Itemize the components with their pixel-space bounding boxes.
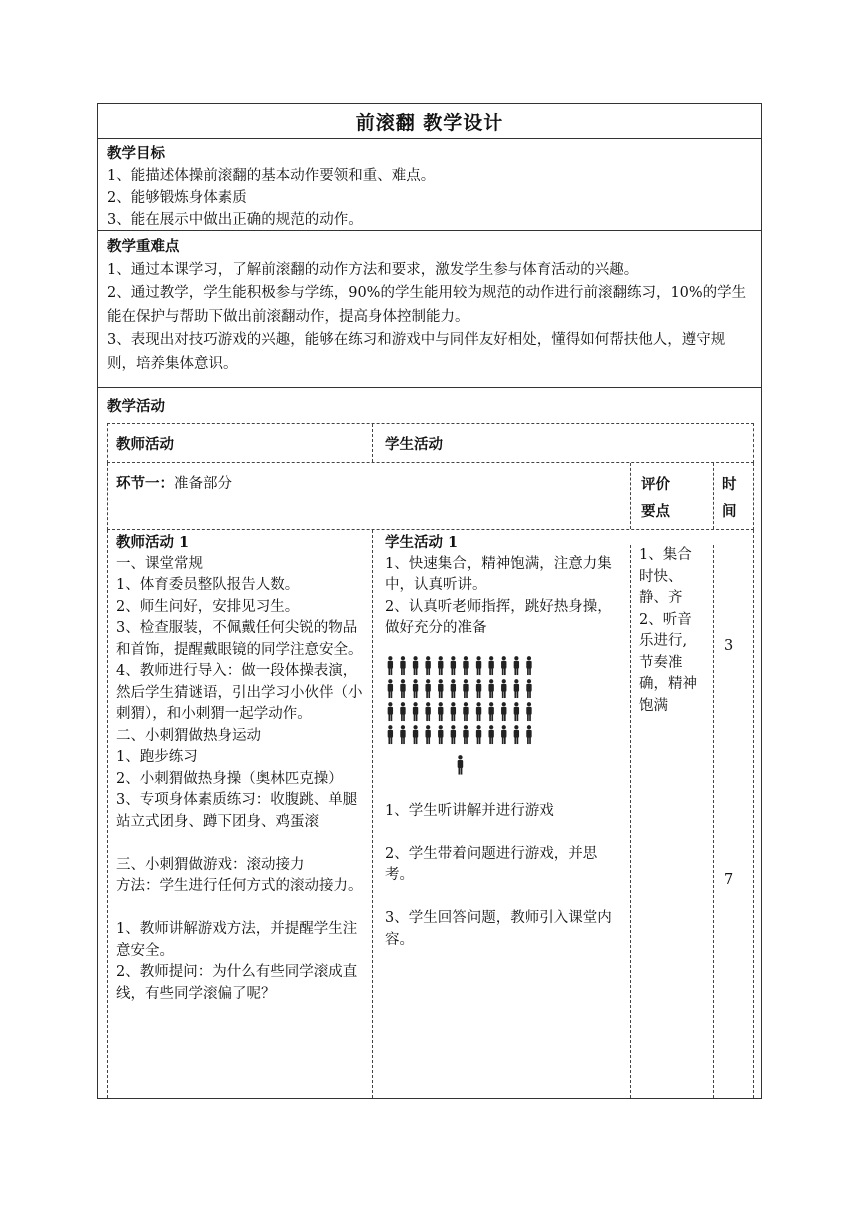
student-figure-icon — [413, 725, 418, 744]
eval-header-line: 要点 — [641, 503, 670, 520]
student-figure-icon — [425, 679, 430, 698]
student-figure-icon — [451, 702, 456, 721]
student-figure-icon — [400, 679, 405, 698]
student-figure-icon — [388, 679, 393, 698]
eval-line: 时快、 — [639, 568, 683, 585]
formation-figures-icon — [385, 652, 545, 787]
teacher-column-header: 教师活动 — [108, 424, 373, 462]
student-figure-icon — [476, 702, 481, 721]
teacher-line: 一、课堂常规 — [116, 555, 203, 572]
student-figure-icon — [413, 702, 418, 721]
teacher-figure-icon — [458, 755, 464, 774]
time-value: 7 — [724, 872, 734, 888]
student-line: 1、学生听讲解并进行游戏 — [385, 802, 554, 819]
student-figure-icon — [438, 679, 443, 698]
stage-label — [116, 473, 232, 495]
student-line: 1、快速集合，精神饱满，注意力集中，认真听讲。 — [385, 555, 612, 593]
objective-item: 2、能够锻炼身体素质 — [107, 190, 247, 206]
key-point-item: 3、表现出对技巧游戏的兴趣，能够在练习和游戏中与同伴友好相处，懂得如何帮扶他人，遵守规则，培养集体意识。 — [107, 332, 726, 372]
eval-line: 饱满 — [639, 697, 668, 714]
formation-diagram — [385, 652, 545, 787]
key-point-item: 2、通过教学，学生能积极参与学练，90%的学生能用较为规范的动作进行前滚翻练习，10%的学生能在保护与帮助下做出前滚翻动作，提高身体控制能力。 — [107, 285, 747, 325]
teacher-line: 二、小刺猬做热身运动 — [116, 727, 261, 744]
student-column-header: 学生活动 — [385, 436, 443, 453]
student-figure-icon — [514, 656, 519, 675]
student-activity-cell — [373, 530, 630, 1098]
student-figure-icon — [514, 702, 519, 721]
student-figure-icon — [451, 679, 456, 698]
student-figure-icon — [438, 656, 443, 675]
eval-line: 1、集合 — [639, 547, 692, 563]
student-figure-icon — [413, 656, 418, 675]
activities-table — [107, 423, 754, 1098]
time-cell — [714, 530, 753, 1098]
activities-heading: 教学活动 — [107, 398, 165, 415]
eval-line: 乐进行, — [639, 633, 688, 649]
student-figure-icon — [476, 725, 481, 744]
student-line: 3、学生回答问题，教师引入课堂内容。 — [385, 910, 612, 948]
student-figure-icon — [463, 725, 468, 744]
eval-header-line: 评价 — [641, 476, 670, 493]
student-figure-icon — [400, 656, 405, 675]
eval-line: 节奏准 — [639, 654, 683, 671]
student-figure-icon — [488, 656, 493, 675]
student-figure-icon — [413, 679, 418, 698]
student-figure-icon — [388, 656, 393, 675]
student-figure-icon — [425, 725, 430, 744]
student-figure-icon — [501, 679, 506, 698]
objectives-heading: 教学目标 — [107, 145, 165, 162]
student-activity-title: 学生活动 1 — [385, 534, 459, 551]
teacher-line: 1、教师讲解游戏方法，并提醒学生注意安全。 — [116, 921, 358, 959]
student-figure-icon — [501, 702, 506, 721]
student-figure-icon — [463, 679, 468, 698]
student-figure-icon — [488, 702, 493, 721]
stage-prefix: 环节一： — [116, 475, 174, 492]
time-value: 3 — [724, 638, 734, 654]
teacher-line: 4、教师进行导入：做一段体操表演，然后学生猜谜语，引出学习小伙伴（小刺猬），和小刺猬一起学动作。 — [116, 663, 363, 722]
student-line: 2、认真听老师指挥，跳好热身操，做好充分的准备 — [385, 598, 612, 636]
teacher-line: 2、教师提问：为什么有些同学滚成直线，有些同学滚偏了呢？ — [116, 964, 358, 1002]
student-figure-icon — [488, 725, 493, 744]
time-header — [714, 463, 753, 537]
student-figure-icon — [514, 679, 519, 698]
student-figure-icon — [463, 656, 468, 675]
eval-header — [630, 463, 714, 529]
student-figure-icon — [526, 702, 531, 721]
student-figure-icon — [501, 656, 506, 675]
key-point-item: 1、通过本课学习，了解前滚翻的动作方法和要求，激发学生参与体育活动的兴趣。 — [107, 261, 639, 278]
student-figure-icon — [425, 702, 430, 721]
student-figure-icon — [526, 656, 531, 675]
student-figure-icon — [438, 725, 443, 744]
student-figure-icon — [488, 679, 493, 698]
student-figure-icon — [501, 725, 506, 744]
student-figure-icon — [451, 725, 456, 744]
student-figure-icon — [514, 725, 519, 744]
student-figure-icon — [476, 656, 481, 675]
student-figure-icon — [463, 702, 468, 721]
stage-name: 准备部分 — [174, 476, 232, 492]
student-figure-icon — [388, 725, 393, 744]
teacher-line: 方法：学生进行任何方式的滚动接力。 — [116, 878, 363, 894]
teacher-line: 2、小刺猬做热身操（奥林匹克操） — [116, 770, 343, 787]
key-points-section — [98, 231, 761, 388]
objectives-section — [98, 139, 761, 231]
teacher-line: 三、小刺猬做游戏：滚动接力 — [116, 856, 305, 873]
teacher-line: 1、跑步练习 — [116, 749, 198, 765]
objective-item: 3、能在展示中做出正确的规范的动作。 — [107, 212, 363, 228]
time-header-line: 间 — [722, 503, 737, 520]
student-figure-icon — [425, 656, 430, 675]
teacher-line: 1、体育委员整队报告人数。 — [116, 577, 300, 593]
student-figure-icon — [451, 656, 456, 675]
activities-section — [98, 388, 761, 1098]
eval-line: 2、听音 — [639, 611, 692, 628]
eval-line: 确，精神 — [639, 676, 697, 692]
student-figure-icon — [526, 679, 531, 698]
objective-item: 1、能描述体操前滚翻的基本动作要领和重、难点。 — [107, 168, 436, 184]
student-figure-icon — [438, 702, 443, 721]
activity-body-row — [107, 530, 754, 1098]
student-line: 2、学生带着问题进行游戏，并思考。 — [385, 845, 598, 883]
student-figure-icon — [476, 679, 481, 698]
student-figure-icon — [400, 725, 405, 744]
eval-line: 静、齐 — [639, 590, 683, 606]
teacher-line: 3、检查服装，不佩戴任何尖锐的物品和首饰，提醒戴眼镜的同学注意安全。 — [116, 620, 363, 658]
teacher-activity-cell — [108, 530, 373, 1098]
activities-header-row — [107, 423, 754, 463]
stage-row — [107, 463, 754, 530]
teacher-line: 2、师生问好，安排见习生。 — [116, 598, 300, 615]
student-figure-icon — [526, 725, 531, 744]
teacher-line: 3、专项身体素质练习：收腹跳、单腿站立式团身、蹲下团身、鸡蛋滚 — [116, 792, 358, 830]
student-figure-icon — [400, 702, 405, 721]
teacher-activity-title: 教师活动 1 — [116, 534, 190, 551]
page-title: 前滚翻 教学设计 — [98, 104, 761, 139]
lesson-plan-page — [97, 103, 762, 1099]
time-header-line: 时 — [722, 476, 737, 493]
eval-points-cell — [630, 545, 714, 1098]
student-figure-icon — [388, 702, 393, 721]
key-points-heading: 教学重难点 — [107, 238, 180, 255]
